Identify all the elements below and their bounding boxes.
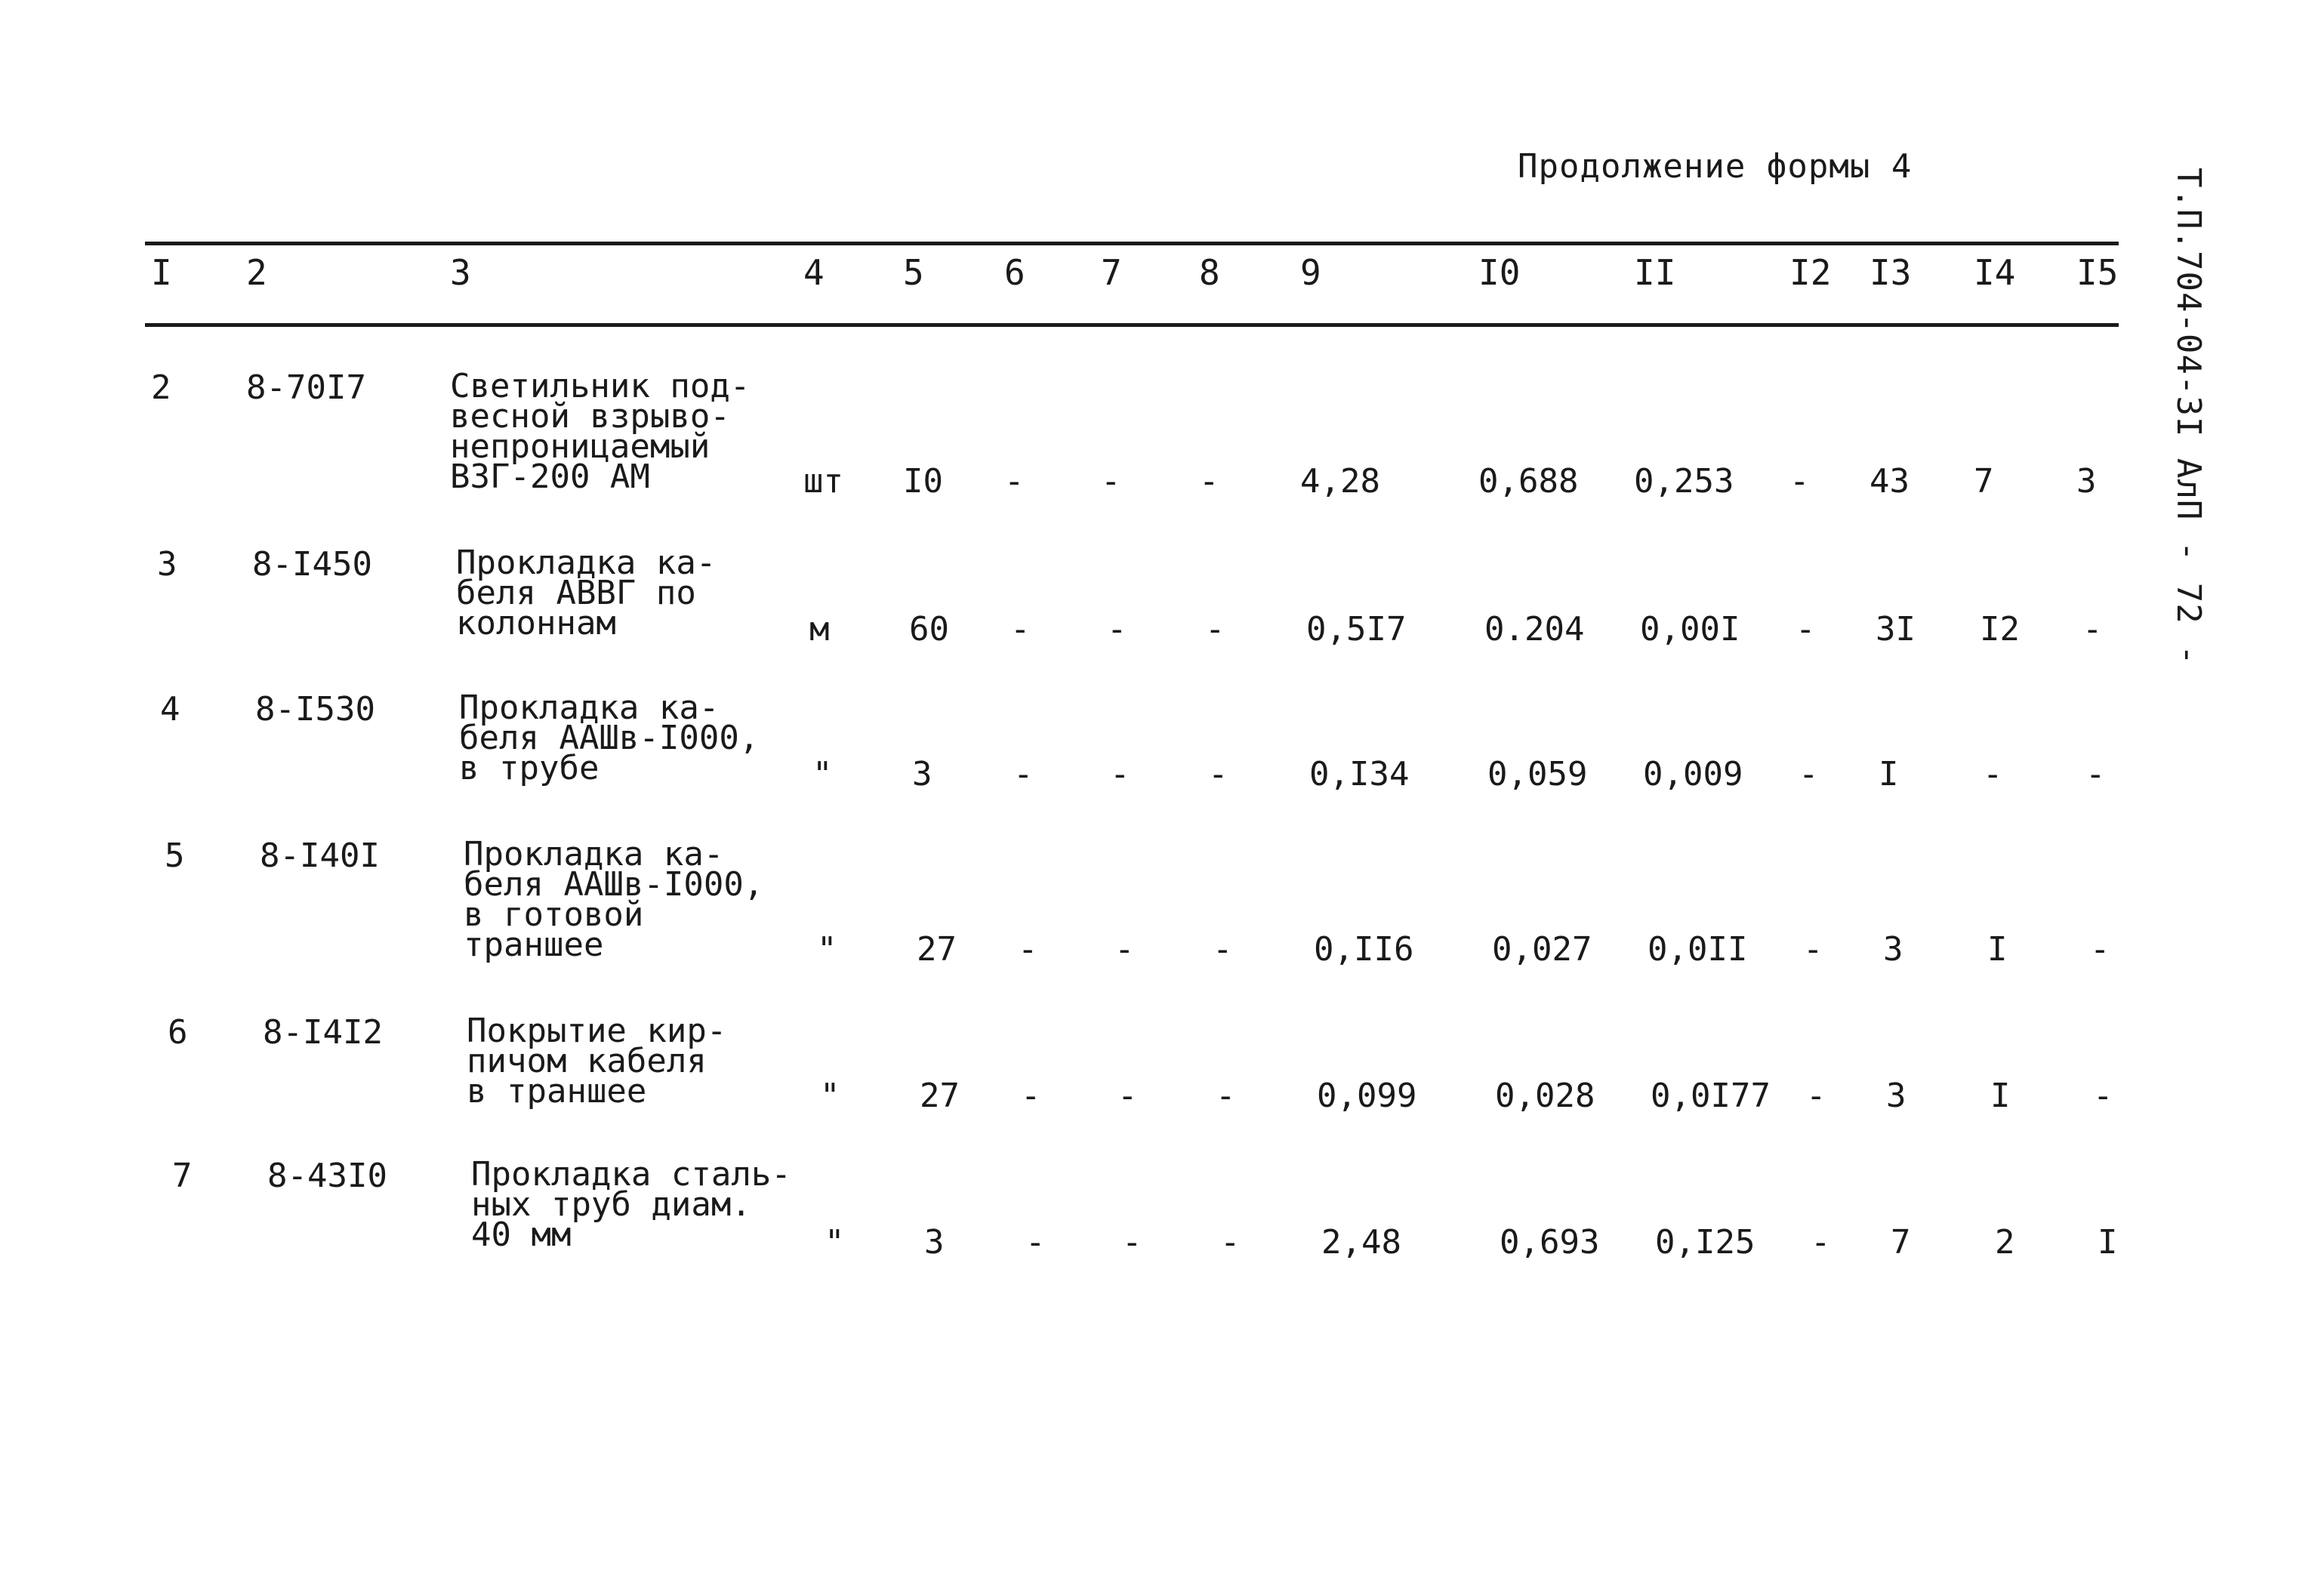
row-col-2: 8-I4I2 (263, 1013, 383, 1052)
column-header-13: I3 (1870, 252, 1912, 293)
row-col-11: 0,00I (1640, 610, 1740, 649)
page-title: Продолжение формы 4 (1518, 147, 1913, 186)
row-col-12: - (1806, 1077, 1826, 1115)
row-col-12: - (1799, 755, 1819, 793)
row-col-2: 8-I40I (260, 837, 380, 875)
row-col-11: 0,253 (1634, 462, 1734, 501)
row-col-7: - (1101, 462, 1121, 501)
row-col-9: 4,28 (1300, 462, 1380, 501)
row-col-14: I2 (1980, 610, 2020, 649)
column-header-7: 7 (1101, 252, 1122, 293)
row-col-9: 0,I34 (1309, 755, 1410, 793)
column-header-11: II (1634, 252, 1676, 293)
row-col-11: 0,0I77 (1651, 1077, 1771, 1115)
row-col-10: 0,027 (1492, 930, 1592, 969)
row-col-15: - (2090, 930, 2110, 969)
row-col-11: 0,009 (1643, 755, 1743, 793)
column-header-9: 9 (1300, 252, 1321, 293)
row-col-15: - (2085, 755, 2106, 793)
row-col-8: - (1205, 610, 1225, 649)
row-col-2: 8-I450 (252, 545, 372, 584)
column-header-12: I2 (1789, 252, 1832, 293)
row-col-11: 0,0II (1648, 930, 1748, 969)
row-col-10: 0,688 (1478, 462, 1579, 501)
row-col-7: - (1107, 610, 1127, 649)
table-header-rule (145, 323, 2119, 327)
row-col-8: - (1216, 1077, 1236, 1115)
row-col-15: 3 (2076, 462, 2097, 501)
row-description: Покрытие кир- пичом кабеля в траншее (467, 1012, 727, 1111)
row-col-14: I (1990, 1077, 2011, 1115)
column-header-2: 2 (246, 252, 267, 293)
row-col-14: - (1983, 755, 2003, 793)
column-header-10: I0 (1478, 252, 1521, 293)
row-col-15: - (2082, 610, 2103, 649)
row-col-9: 0,II6 (1314, 930, 1414, 969)
row-col-1: 5 (165, 837, 185, 875)
row-col-4: шт (803, 462, 843, 501)
row-col-9: 2,48 (1321, 1223, 1401, 1262)
row-col-1: 7 (172, 1157, 193, 1195)
row-description: Прокладка ка- беля ААШв-I000, в трубе (459, 689, 760, 787)
row-col-9: 0,5I7 (1306, 610, 1407, 649)
row-col-10: 0,059 (1487, 755, 1588, 793)
row-description: Прокладка ка- беля АВВГ по колоннам (456, 544, 717, 642)
row-col-6: - (1013, 755, 1034, 793)
row-col-12: - (1789, 462, 1810, 501)
row-col-1: 2 (151, 368, 171, 407)
row-col-14: 2 (1995, 1223, 2015, 1262)
column-header-1: I (151, 252, 172, 293)
row-col-7: - (1122, 1223, 1142, 1262)
row-col-12: - (1811, 1223, 1831, 1262)
row-col-7: - (1114, 930, 1135, 969)
column-header-14: I4 (1974, 252, 2016, 293)
row-col-13: 3 (1886, 1077, 1906, 1115)
row-col-13: 3I (1876, 610, 1916, 649)
side-stamp (2169, 168, 2214, 726)
row-description: Светильник под- весной взрыво- непроницаемый ВЗГ-200 АМ (450, 367, 751, 496)
row-col-8: - (1199, 462, 1219, 501)
column-header-5: 5 (903, 252, 924, 293)
row-col-2: 8-I530 (255, 690, 375, 729)
row-col-14: I (1987, 930, 2008, 969)
row-col-5: 60 (909, 610, 949, 649)
row-col-15: I (2098, 1223, 2118, 1262)
row-col-5: I0 (903, 462, 943, 501)
row-description: Прокладка ка- беля ААШв-I000, в готовой траншее (464, 835, 764, 964)
row-col-11: 0,I25 (1655, 1223, 1755, 1262)
row-col-5: 3 (924, 1223, 945, 1262)
row-col-5: 27 (920, 1077, 960, 1115)
row-col-12: - (1796, 610, 1816, 649)
row-col-1: 3 (157, 545, 177, 584)
row-col-13: 7 (1891, 1223, 1911, 1262)
row-col-7: - (1110, 755, 1130, 793)
row-col-6: - (1021, 1077, 1041, 1115)
row-col-13: I (1879, 755, 1899, 793)
table-top-rule (145, 242, 2119, 245)
row-col-2: 8-43I0 (267, 1157, 387, 1195)
row-col-15: - (2093, 1077, 2113, 1115)
row-col-8: - (1208, 755, 1228, 793)
row-col-4: " (812, 755, 833, 793)
row-col-10: 0.204 (1484, 610, 1585, 649)
row-col-6: - (1018, 930, 1038, 969)
row-col-1: 4 (160, 690, 180, 729)
row-col-10: 0,028 (1495, 1077, 1595, 1115)
side-stamp-text: Т.П.704-04-3I АлП - 72 - (2169, 168, 2208, 666)
row-col-10: 0,693 (1500, 1223, 1600, 1262)
row-col-12: - (1803, 930, 1823, 969)
row-col-1: 6 (168, 1013, 188, 1052)
column-header-4: 4 (803, 252, 825, 293)
row-col-6: - (1004, 462, 1025, 501)
row-col-8: - (1213, 930, 1233, 969)
row-col-9: 0,099 (1317, 1077, 1417, 1115)
row-col-14: 7 (1974, 462, 1994, 501)
row-col-13: 43 (1870, 462, 1910, 501)
column-header-15: I5 (2076, 252, 2119, 293)
row-col-6: - (1025, 1223, 1046, 1262)
row-col-4: " (820, 1077, 840, 1115)
row-col-4: " (825, 1223, 845, 1262)
row-description: Прокладка сталь- ных труб диам. 40 мм (471, 1155, 791, 1254)
row-col-4: " (817, 930, 837, 969)
row-col-5: 27 (917, 930, 957, 969)
row-col-2: 8-70I7 (246, 368, 366, 407)
column-header-3: 3 (450, 252, 471, 293)
row-col-8: - (1220, 1223, 1241, 1262)
row-col-4: м (809, 610, 830, 649)
row-col-7: - (1117, 1077, 1138, 1115)
column-header-6: 6 (1004, 252, 1025, 293)
row-col-5: 3 (912, 755, 932, 793)
column-header-8: 8 (1199, 252, 1220, 293)
row-col-13: 3 (1883, 930, 1903, 969)
row-col-6: - (1010, 610, 1031, 649)
